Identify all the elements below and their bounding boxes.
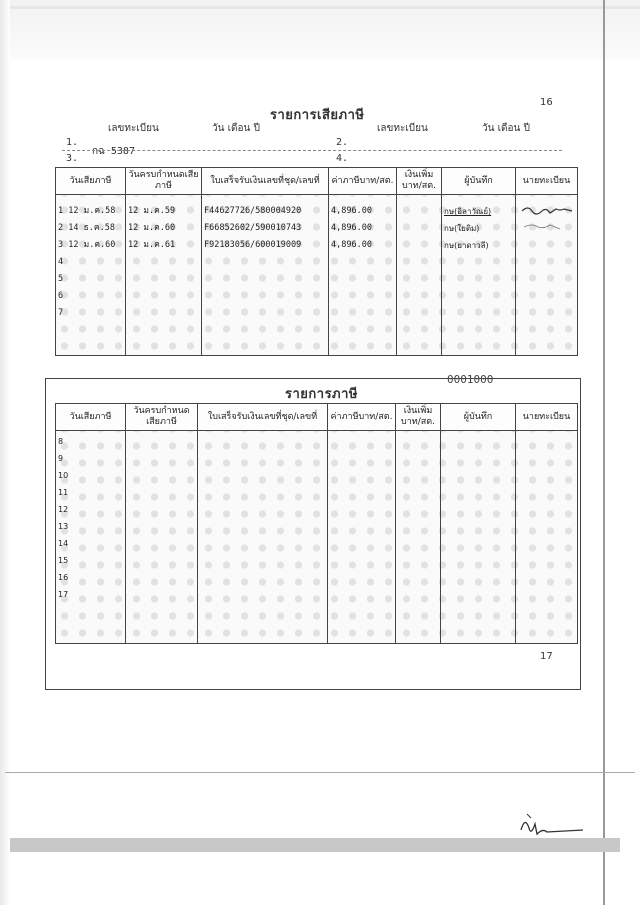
row-number: 2: [58, 223, 64, 233]
page-number: 16: [540, 97, 553, 108]
registration-item: [66, 137, 78, 148]
row-number: 8: [58, 437, 64, 446]
table-row: [58, 254, 123, 271]
row-number: 9: [58, 454, 64, 463]
lower-title: รายการภาษี: [285, 387, 358, 402]
due-date: 12 ม.ค.59: [128, 206, 176, 216]
continued-row-number: 17: [540, 651, 553, 662]
col-header-registrar: นายทะเบียน: [516, 404, 578, 431]
registration-no: 4.: [336, 153, 349, 164]
row-number: 7: [58, 308, 64, 318]
paid-date: 12 ม.ค.60: [68, 240, 116, 250]
registration-item: [336, 137, 348, 148]
col-header-recorder: ผู้บันทึก: [442, 168, 516, 195]
row-number: 11: [58, 488, 69, 497]
receipt-number: F92183056/600019009: [204, 240, 302, 250]
tax-amount: 4,896.00: [331, 240, 372, 250]
receipt-column: [198, 431, 328, 644]
registrar-signature-icon: [518, 203, 576, 243]
col-header-receipt: ใบเสร็จรับเงินเลขที่ชุด/เลขที่: [198, 404, 328, 431]
recorder-column: [441, 431, 516, 644]
scan-left-edge: [0, 0, 10, 905]
table-row: [58, 288, 123, 305]
signature-icon: [515, 808, 585, 842]
col-header-due: วันครบกำหนดเสียภาษี: [126, 168, 202, 195]
upper-tax-table: [55, 167, 578, 356]
paid-date: 14 ธ.ค.58: [68, 223, 115, 233]
surcharge-column: [396, 431, 441, 644]
label-date-right: วัน เดือน ปี: [482, 123, 530, 134]
table-row: [58, 203, 123, 220]
due-date: 12 ม.ค.61: [128, 240, 176, 250]
tax-column: [329, 195, 397, 356]
due-column: [126, 431, 198, 644]
paid-column: [56, 431, 126, 644]
due-date: 12 ม.ค.60: [128, 223, 176, 233]
row-number: 16: [58, 573, 69, 582]
surcharge-column: [397, 195, 442, 356]
col-header-tax: ค่าภาษีบาท/สต.: [329, 168, 397, 195]
registration-value: กฉ 5387: [92, 146, 135, 157]
receipt-column: [202, 195, 329, 356]
row-number: 14: [58, 539, 69, 548]
col-header-surcharge: เงินเพิ่มบาท/สต.: [397, 168, 442, 195]
row-number: 13: [58, 522, 69, 531]
row-number: 6: [58, 291, 64, 301]
paid-column: [56, 195, 126, 356]
col-header-tax: ค่าภาษีบาท/สต.: [328, 404, 396, 431]
col-header-recorder: ผู้บันทึก: [441, 404, 516, 431]
row-number: 4: [58, 257, 64, 267]
receipt-number: F44627726/580004920: [204, 206, 302, 216]
paid-date: 12 ม.ค.58: [68, 206, 116, 216]
due-column: [126, 195, 202, 356]
label-registration-right: เลขทะเบียน: [377, 123, 428, 134]
row-number: 12: [58, 505, 69, 514]
label-registration-left: เลขทะเบียน: [108, 123, 159, 134]
row-number: 3: [58, 240, 64, 250]
scan-divider: [5, 772, 635, 773]
tax-amount: 4,896.00: [331, 206, 372, 216]
col-header-receipt: ใบเสร็จรับเงินเลขที่ชุด/เลขที่: [202, 168, 329, 195]
surcharge-amount: [399, 203, 439, 220]
col-header-registrar: นายทะเบียน: [516, 168, 578, 195]
registration-no: 3.: [66, 153, 79, 164]
registrar-column: [516, 195, 578, 356]
row-number: 17: [58, 590, 69, 599]
table-row: [58, 271, 123, 288]
registration-item: [336, 153, 348, 164]
col-header-surcharge: เงินเพิ่มบาท/สต.: [396, 404, 441, 431]
table-body-row: [56, 431, 578, 644]
scan-bottom-band: [10, 838, 620, 852]
registrar-column: [516, 431, 578, 644]
row-number: 15: [58, 556, 69, 565]
recorder-name: กษ(อิลาวัณย์): [444, 207, 492, 216]
scan-top-shading: [0, 0, 640, 60]
table-row: [58, 305, 123, 322]
registration-no: 1.: [66, 137, 79, 148]
upper-title: รายการเสียภาษี: [270, 108, 365, 123]
table-body-row: [56, 195, 578, 356]
col-header-paid: วันเสียภาษี: [56, 168, 126, 195]
tax-column: [328, 431, 396, 644]
recorder-column: [442, 195, 516, 356]
tax-amount: 4,896.00: [331, 223, 372, 233]
label-date-left: วัน เดือน ปี: [212, 123, 260, 134]
lower-tax-table: [55, 403, 578, 644]
recorder-name: กษ(ยาดาวลี): [444, 241, 489, 250]
recorder-name: กษ(ใยติม): [444, 224, 480, 233]
table-row: [58, 220, 123, 237]
row-number: 5: [58, 274, 64, 284]
scan-top-line: [0, 6, 640, 9]
col-header-due: วันครบกำหนดเสียภาษี: [126, 404, 198, 431]
table-header-row: [56, 168, 578, 195]
row-number: 10: [58, 471, 69, 480]
registration-no: 2.: [336, 137, 349, 148]
scan-right-edge-line: [603, 0, 605, 905]
col-header-paid: วันเสียภาษี: [56, 404, 126, 431]
receipt-number: F66852602/590010743: [204, 223, 302, 233]
stamp-number: 0001000: [447, 373, 494, 386]
registration-divider: [62, 150, 562, 151]
row-number: 1: [58, 206, 64, 216]
table-row: [58, 237, 123, 254]
registration-item: [66, 153, 78, 164]
table-header-row: [56, 404, 578, 431]
